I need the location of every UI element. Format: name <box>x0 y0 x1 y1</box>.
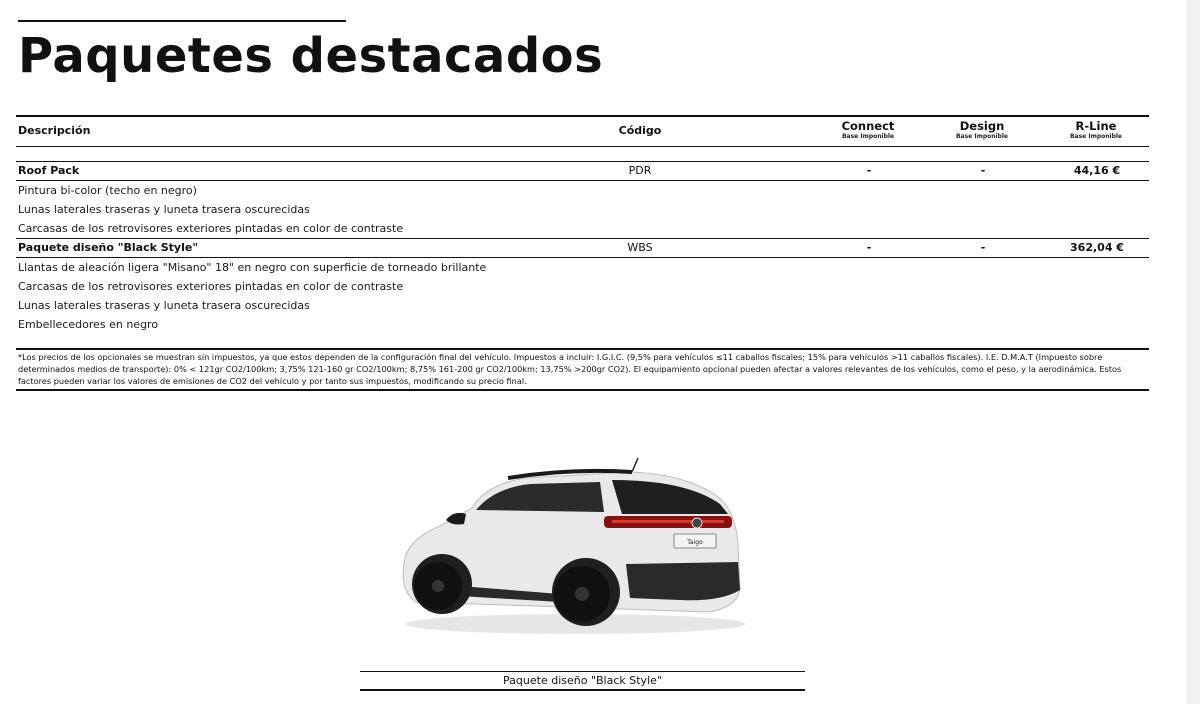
plate-text: Taigo <box>687 539 703 546</box>
caption-bottom-rule <box>360 689 805 691</box>
package-item: Carcasas de los retrovisores exteriores pintadas en color de contraste <box>18 222 404 235</box>
image-caption: Paquete diseño "Black Style" <box>503 674 662 687</box>
title-rule <box>18 20 346 22</box>
package-code: WBS <box>627 241 653 254</box>
header-code-label: Código <box>618 124 662 137</box>
header-version-design <box>937 120 1027 141</box>
price-rline: 362,04 € <box>1070 241 1124 254</box>
package-item: Llantas de aleación ligera "Misano" 18" en negro con superficie de torneado brillante <box>18 261 487 274</box>
package-code: PDR <box>628 164 652 177</box>
package-name: Paquete diseño "Black Style" <box>18 241 199 254</box>
price-connect: - <box>866 164 872 177</box>
footnote: *Los precios de los opcionales se muestran sin impuestos, ya que estos dependen de la configuración final del vehículo. Impuestos a incluir: I.G.I.C. (9,5% para vehículos ≤11 caballos fiscales; 15% para vehículos >11 caballos fiscales). I.E. D.M.A.T (Impuesto sobre determinados medios de transporte): 0% < 121gr CO2/100km; 3,75% 121-160 gr CO2/100km; 8,75% 161-200 gr CO2/100km; 13,75% >200gr CO2). El equipamiento opcional pueden afectar a valores relevantes de los vehículos, como el peso, y la aerodinámica. Estos factores pueden variar los valores de emisiones de CO2 del vehículo y por tanto sus impuestos, modificando su precio final. <box>18 352 1122 386</box>
version-sub: Base Imponible <box>1069 133 1122 140</box>
package-item: Pintura bi-color (techo en negro) <box>18 184 197 197</box>
version-name: R-Line <box>1075 119 1117 133</box>
page-title: Paquetes destacados <box>18 28 604 84</box>
page-edge-strip <box>1186 0 1200 704</box>
version-sub: Base Imponible <box>841 133 894 140</box>
package-row-roof-pack <box>16 162 1149 180</box>
version-name: Design <box>959 119 1005 133</box>
price-connect: - <box>866 241 872 254</box>
price-design: - <box>980 241 986 254</box>
price-design: - <box>980 164 986 177</box>
header-description: Descripción <box>18 124 91 137</box>
package-item: Lunas laterales traseras y luneta trasera oscurecidas <box>18 203 310 216</box>
version-name: Connect <box>841 119 895 133</box>
caption-top-rule <box>360 671 805 672</box>
version-sub: Base Imponible <box>955 133 1008 140</box>
package-row-black-style <box>16 239 1149 257</box>
header-version-rline <box>1051 120 1141 141</box>
car-illustration <box>390 452 750 642</box>
packages-table <box>16 115 1149 391</box>
package-name: Roof Pack <box>18 164 80 177</box>
package-item: Carcasas de los retrovisores exteriores pintadas en color de contraste <box>18 280 404 293</box>
header-version-connect <box>823 120 913 141</box>
price-rline: 44,16 € <box>1073 164 1121 177</box>
table-header <box>16 117 1149 146</box>
footnote-bottom-rule <box>16 389 1149 391</box>
car-image <box>390 452 750 642</box>
package-item: Lunas laterales traseras y luneta trasera oscurecidas <box>18 299 310 312</box>
package-item: Embellecedores en negro <box>18 318 159 331</box>
